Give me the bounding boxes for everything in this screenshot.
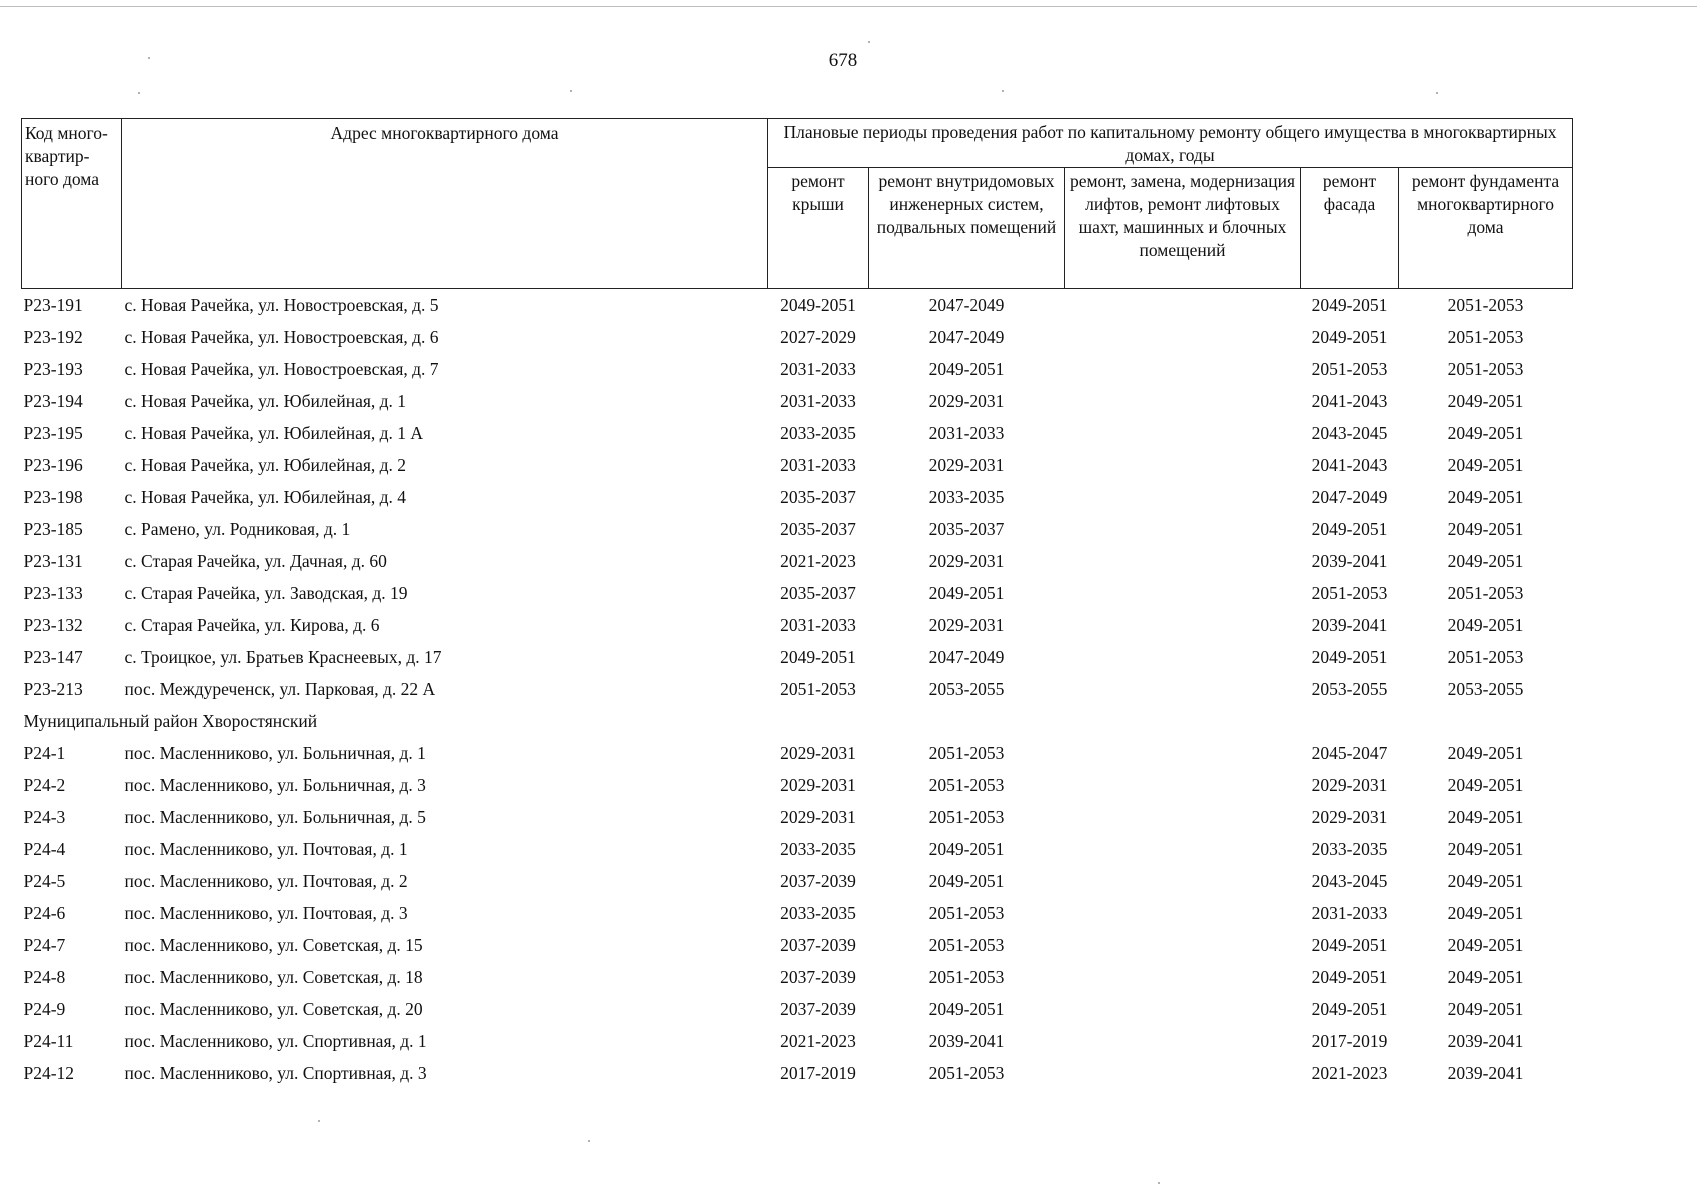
cell-facade: 2049-2051 [1311, 998, 1388, 1019]
table-row [22, 321, 1573, 353]
cell-facade: 2049-2051 [1311, 966, 1388, 987]
cell-facade: 2041-2043 [1311, 454, 1388, 475]
cell-foundation: 2049-2051 [1447, 614, 1524, 635]
cell-address: пос. Масленниково, ул. Больничная, д. 3 [124, 774, 426, 795]
cell-code: Р23-192 [23, 326, 83, 347]
cell-roof: 2037-2039 [780, 870, 856, 891]
table-row [22, 577, 1573, 609]
scan-speck [1436, 92, 1438, 94]
cell-facade: 2043-2045 [1311, 870, 1388, 891]
cell-address: с. Старая Рачейка, ул. Дачная, д. 60 [124, 550, 387, 571]
cell-address: пос. Масленниково, ул. Советская, д. 15 [124, 934, 423, 955]
cell-engineering: 2047-2049 [928, 326, 1005, 347]
table-row [22, 929, 1573, 961]
cell-code: Р24-9 [23, 998, 66, 1019]
cell-address: пос. Масленниково, ул. Больничная, д. 5 [124, 806, 426, 827]
cell-code: Р24-7 [23, 934, 66, 955]
cell-engineering: 2049-2051 [928, 358, 1005, 379]
cell-facade: 2039-2041 [1311, 614, 1388, 635]
cell-code: Р23-191 [23, 294, 83, 315]
cell-roof: 2031-2033 [780, 390, 856, 411]
cell-elevators [1065, 449, 1301, 481]
table-row [22, 641, 1573, 673]
cell-facade: 2049-2051 [1311, 934, 1388, 955]
cell-foundation: 2049-2051 [1447, 838, 1524, 859]
cell-elevators [1065, 289, 1301, 322]
cell-engineering: 2051-2053 [928, 742, 1005, 763]
cell-elevators [1065, 353, 1301, 385]
cell-code: Р23-193 [23, 358, 83, 379]
cell-facade: 2031-2033 [1311, 902, 1388, 923]
cell-code: Р24-6 [23, 902, 66, 923]
cell-code: Р23-147 [23, 646, 83, 667]
table-row [22, 513, 1573, 545]
cell-address: пос. Масленниково, ул. Советская, д. 18 [124, 966, 423, 987]
table-row [22, 993, 1573, 1025]
cell-foundation: 2049-2051 [1447, 966, 1524, 987]
cell-code: Р23-198 [23, 486, 83, 507]
cell-elevators [1065, 545, 1301, 577]
cell-facade: 2047-2049 [1311, 486, 1388, 507]
cell-address: с. Новая Рачейка, ул. Новостроевская, д. 5 [124, 294, 439, 315]
table-row [22, 673, 1573, 705]
table-row [22, 545, 1573, 577]
cell-roof: 2035-2037 [780, 518, 856, 539]
cell-roof: 2021-2023 [780, 550, 856, 571]
cell-elevators [1065, 769, 1301, 801]
cell-foundation: 2049-2051 [1447, 806, 1524, 827]
cell-address: пос. Масленниково, ул. Почтовая, д. 2 [124, 870, 408, 891]
cell-facade: 2049-2051 [1311, 326, 1388, 347]
cell-engineering: 2051-2053 [928, 966, 1005, 987]
cell-roof: 2037-2039 [780, 934, 856, 955]
table-row [22, 1057, 1573, 1089]
cell-foundation: 2049-2051 [1447, 422, 1524, 443]
cell-code: Р24-1 [23, 742, 66, 763]
cell-engineering: 2051-2053 [928, 934, 1005, 955]
cell-facade: 2033-2035 [1311, 838, 1388, 859]
cell-roof: 2029-2031 [780, 774, 856, 795]
cell-address: с. Новая Рачейка, ул. Юбилейная, д. 4 [124, 486, 407, 507]
header-roof: ремонт крыши [768, 168, 869, 289]
cell-facade: 2017-2019 [1311, 1030, 1388, 1051]
table-row [22, 961, 1573, 993]
cell-roof: 2029-2031 [780, 742, 856, 763]
cell-engineering: 2039-2041 [928, 1030, 1005, 1051]
cell-foundation: 2049-2051 [1447, 550, 1524, 571]
cell-elevators [1065, 609, 1301, 641]
cell-code: Р24-3 [23, 806, 66, 827]
section-row [22, 705, 1573, 737]
cell-engineering: 2029-2031 [928, 614, 1005, 635]
cell-facade: 2029-2031 [1311, 806, 1388, 827]
section-title: Муниципальный район Хворостянский [23, 710, 318, 731]
cell-elevators [1065, 385, 1301, 417]
cell-address: пос. Междуреченск, ул. Парковая, д. 22 А [124, 678, 436, 699]
cell-address: с. Новая Рачейка, ул. Новостроевская, д. 6 [124, 326, 439, 347]
cell-roof: 2035-2037 [780, 486, 856, 507]
cell-address: с. Новая Рачейка, ул. Новостроевская, д. 7 [124, 358, 439, 379]
table-row [22, 609, 1573, 641]
cell-elevators [1065, 673, 1301, 705]
cell-engineering: 2049-2051 [928, 870, 1005, 891]
cell-facade: 2049-2051 [1311, 294, 1388, 315]
scan-speck [1002, 90, 1004, 92]
header-periods: Плановые периоды проведения работ по капитальному ремонту общего имущества в многоквартирных домах, годы [768, 119, 1573, 168]
cell-engineering: 2051-2053 [928, 806, 1005, 827]
cell-address: с. Рамено, ул. Родниковая, д. 1 [124, 518, 351, 539]
cell-engineering: 2051-2053 [928, 902, 1005, 923]
cell-foundation: 2053-2055 [1447, 678, 1524, 699]
cell-engineering: 2049-2051 [928, 998, 1005, 1019]
header-code: Код много-квартир-ного дома [22, 119, 122, 289]
cell-address: пос. Масленниково, ул. Почтовая, д. 3 [124, 902, 408, 923]
header-foundation: ремонт фундамента многоквартирного дома [1399, 168, 1573, 289]
cell-foundation: 2051-2053 [1447, 582, 1524, 603]
cell-foundation: 2051-2053 [1447, 358, 1524, 379]
cell-engineering: 2053-2055 [928, 678, 1005, 699]
cell-elevators [1065, 865, 1301, 897]
cell-roof: 2031-2033 [780, 614, 856, 635]
cell-elevators [1065, 737, 1301, 769]
cell-address: пос. Масленниково, ул. Советская, д. 20 [124, 998, 423, 1019]
cell-foundation: 2049-2051 [1447, 870, 1524, 891]
table-row [22, 385, 1573, 417]
table-row [22, 449, 1573, 481]
table-row [22, 737, 1573, 769]
cell-foundation: 2049-2051 [1447, 518, 1524, 539]
cell-roof: 2027-2029 [780, 326, 856, 347]
cell-code: Р24-4 [23, 838, 66, 859]
cell-elevators [1065, 513, 1301, 545]
cell-facade: 2029-2031 [1311, 774, 1388, 795]
table-row [22, 801, 1573, 833]
cell-address: пос. Масленниково, ул. Почтовая, д. 1 [124, 838, 408, 859]
cell-code: Р24-11 [23, 1030, 74, 1051]
table-row [22, 353, 1573, 385]
cell-foundation: 2049-2051 [1447, 454, 1524, 475]
cell-roof: 2033-2035 [780, 838, 856, 859]
cell-foundation: 2049-2051 [1447, 934, 1524, 955]
cell-foundation: 2049-2051 [1447, 390, 1524, 411]
table-row [22, 417, 1573, 449]
scan-speck [138, 92, 140, 94]
cell-facade: 2051-2053 [1311, 582, 1388, 603]
cell-code: Р23-196 [23, 454, 83, 475]
cell-foundation: 2039-2041 [1447, 1030, 1524, 1051]
cell-roof: 2051-2053 [780, 678, 856, 699]
cell-roof: 2021-2023 [780, 1030, 856, 1051]
scan-speck [148, 57, 150, 59]
cell-code: Р24-5 [23, 870, 66, 891]
scan-speck [588, 1140, 590, 1142]
cell-code: Р23-133 [23, 582, 83, 603]
cell-engineering: 2033-2035 [928, 486, 1005, 507]
cell-elevators [1065, 961, 1301, 993]
cell-engineering: 2051-2053 [928, 774, 1005, 795]
cell-elevators [1065, 641, 1301, 673]
cell-foundation: 2051-2053 [1447, 294, 1524, 315]
cell-foundation: 2051-2053 [1447, 646, 1524, 667]
cell-address: с. Новая Рачейка, ул. Юбилейная, д. 2 [124, 454, 407, 475]
header-address: Адрес многоквартирного дома [122, 119, 768, 289]
header-engineering: ремонт внутридомовых инженерных систем, подвальных помещений [869, 168, 1065, 289]
cell-elevators [1065, 929, 1301, 961]
cell-address: пос. Масленниково, ул. Спортивная, д. 3 [124, 1062, 427, 1083]
cell-code: Р24-12 [23, 1062, 75, 1083]
cell-foundation: 2049-2051 [1447, 486, 1524, 507]
cell-code: Р24-8 [23, 966, 66, 987]
table-row [22, 769, 1573, 801]
cell-engineering: 2049-2051 [928, 582, 1005, 603]
cell-roof: 2033-2035 [780, 422, 856, 443]
cell-roof: 2031-2033 [780, 454, 856, 475]
cell-facade: 2041-2043 [1311, 390, 1388, 411]
cell-roof: 2037-2039 [780, 966, 856, 987]
table-row [22, 897, 1573, 929]
cell-facade: 2049-2051 [1311, 646, 1388, 667]
cell-engineering: 2051-2053 [928, 1062, 1005, 1083]
cell-facade: 2045-2047 [1311, 742, 1388, 763]
header-elevators: ремонт, замена, модернизация лифтов, ремонт лифтовых шахт, машинных и блочных помещений [1065, 168, 1301, 289]
cell-elevators [1065, 1057, 1301, 1089]
cell-address: с. Новая Рачейка, ул. Юбилейная, д. 1 А [124, 422, 424, 443]
cell-elevators [1065, 801, 1301, 833]
cell-elevators [1065, 577, 1301, 609]
cell-address: с. Троицкое, ул. Братьев Краснеевых, д. 17 [124, 646, 442, 667]
cell-facade: 2039-2041 [1311, 550, 1388, 571]
cell-foundation: 2049-2051 [1447, 774, 1524, 795]
cell-elevators [1065, 417, 1301, 449]
cell-elevators [1065, 1025, 1301, 1057]
cell-elevators [1065, 321, 1301, 353]
cell-address: пос. Масленниково, ул. Спортивная, д. 1 [124, 1030, 427, 1051]
cell-roof: 2049-2051 [780, 646, 856, 667]
cell-code: Р23-195 [23, 422, 83, 443]
cell-address: с. Новая Рачейка, ул. Юбилейная, д. 1 [124, 390, 407, 411]
cell-foundation: 2049-2051 [1447, 742, 1524, 763]
table-body [22, 289, 1573, 1090]
table-row [22, 865, 1573, 897]
cell-engineering: 2047-2049 [928, 646, 1005, 667]
cell-roof: 2035-2037 [780, 582, 856, 603]
scan-speck [570, 90, 572, 92]
cell-engineering: 2029-2031 [928, 454, 1005, 475]
page-number: 678 [828, 50, 858, 71]
scan-speck [318, 1120, 320, 1122]
cell-roof: 2033-2035 [780, 902, 856, 923]
cell-code: Р23-185 [23, 518, 83, 539]
scan-speck [868, 41, 870, 43]
cell-code: Р23-131 [23, 550, 83, 571]
cell-roof: 2049-2051 [780, 294, 856, 315]
cell-code: Р24-2 [23, 774, 66, 795]
cell-code: Р23-194 [23, 390, 83, 411]
cell-facade: 2053-2055 [1311, 678, 1388, 699]
cell-elevators [1065, 481, 1301, 513]
cell-engineering: 2047-2049 [928, 294, 1005, 315]
cell-engineering: 2049-2051 [928, 838, 1005, 859]
cell-foundation: 2049-2051 [1447, 902, 1524, 923]
cell-code: Р23-213 [23, 678, 83, 699]
cell-elevators [1065, 993, 1301, 1025]
cell-elevators [1065, 833, 1301, 865]
cell-foundation: 2051-2053 [1447, 326, 1524, 347]
table-row [22, 481, 1573, 513]
header-facade: ремонт фасада [1301, 168, 1399, 289]
cell-facade: 2021-2023 [1311, 1062, 1388, 1083]
cell-engineering: 2031-2033 [928, 422, 1005, 443]
cell-address: с. Старая Рачейка, ул. Заводская, д. 19 [124, 582, 408, 603]
cell-roof: 2029-2031 [780, 806, 856, 827]
cell-engineering: 2029-2031 [928, 550, 1005, 571]
table-row [22, 289, 1573, 322]
cell-engineering: 2029-2031 [928, 390, 1005, 411]
cell-elevators [1065, 897, 1301, 929]
cell-facade: 2043-2045 [1311, 422, 1388, 443]
cell-roof: 2031-2033 [780, 358, 856, 379]
repair-schedule-table [21, 118, 1573, 1089]
table-header-row [22, 119, 1573, 168]
table-row [22, 1025, 1573, 1057]
scan-speck [1158, 1182, 1160, 1184]
cell-roof: 2037-2039 [780, 998, 856, 1019]
cell-foundation: 2039-2041 [1447, 1062, 1524, 1083]
cell-code: Р23-132 [23, 614, 83, 635]
cell-foundation: 2049-2051 [1447, 998, 1524, 1019]
cell-facade: 2049-2051 [1311, 518, 1388, 539]
table-row [22, 833, 1573, 865]
cell-address: с. Старая Рачейка, ул. Кирова, д. 6 [124, 614, 380, 635]
cell-address: пос. Масленниково, ул. Больничная, д. 1 [124, 742, 426, 763]
cell-facade: 2051-2053 [1311, 358, 1388, 379]
cell-roof: 2017-2019 [780, 1062, 856, 1083]
scan-edge-line [0, 6, 1697, 7]
cell-engineering: 2035-2037 [928, 518, 1005, 539]
